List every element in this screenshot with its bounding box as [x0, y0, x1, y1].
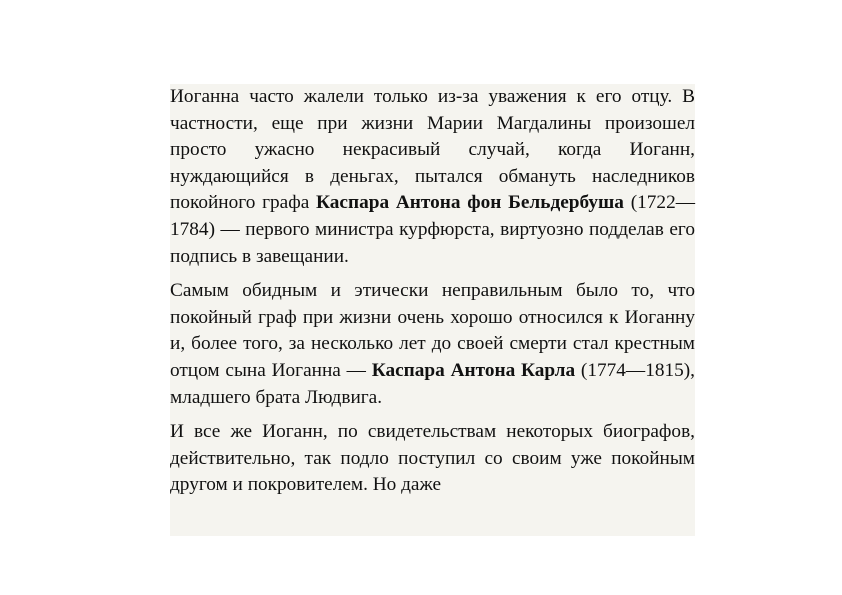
paragraph-2-text-end: (1774—1815), младшего брата Людвига. [170, 359, 696, 408]
paragraph-1-text-start: Иоганна часто жалели только из-за уважения к его отцу. В частности, еще при жизни Марии Магдалины произошел просто ужасно некрасивый случай, когда Иоганн, нуждающийся в деньгах, пытался обмануть наследников покойного графа [170, 86, 695, 214]
paragraph-2-text-start: Самым обидным и этически неправильным было то, что покойный граф при жизни очень хорошо относился к Иоганну и, более того, за несколько лет до своей смерти стал крестным отцом сына Иоганна — [170, 280, 695, 381]
paragraph-3 [170, 419, 695, 499]
name-kaspar-anton-karl: Каспара Антона Карла [371, 359, 576, 381]
name-kaspar-anton-von-belderbusch: Каспара Антона фон Бельдербуша [316, 192, 624, 214]
paragraph-2 [170, 278, 695, 411]
paragraph-3-text: И все же Иоганн, по свидетельствам некоторых биографов, действительно, так подло поступил со своим уже покойным другом и покровителем. Но даже [170, 421, 695, 496]
paragraph-1-text-end: (1722—1784) — первого министра курфюрста, виртуозно подделав его подпись в завещании. [170, 192, 695, 267]
paragraph-1 [170, 84, 695, 270]
text-block [170, 84, 695, 536]
